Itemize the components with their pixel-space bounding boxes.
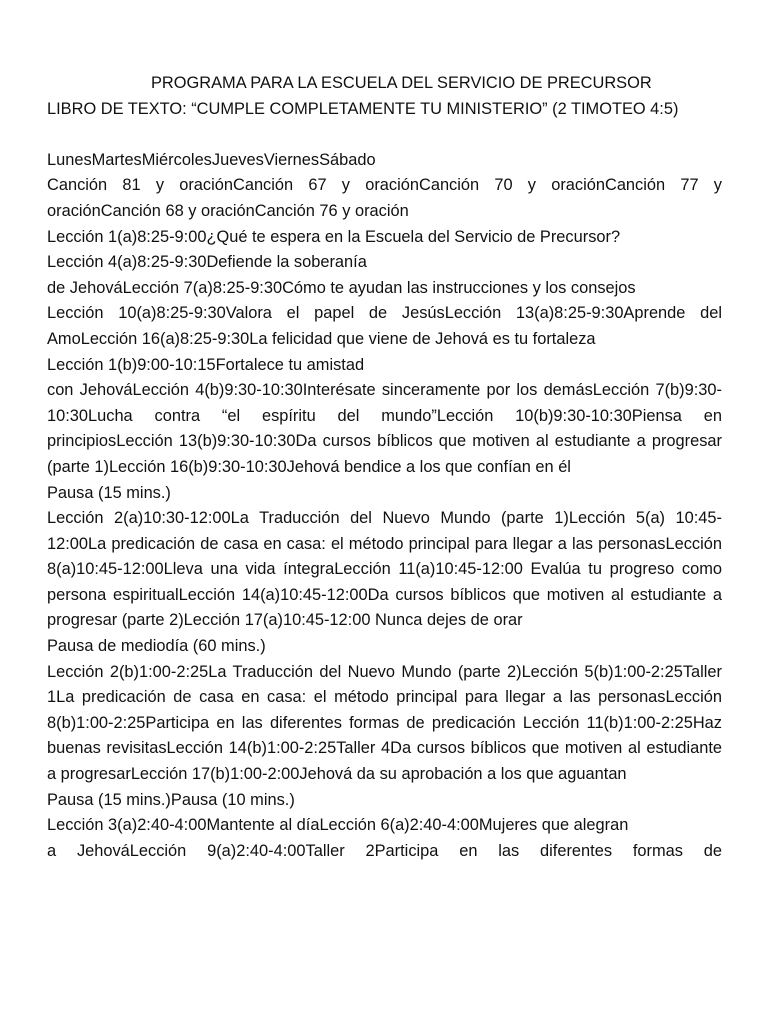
schedule-block-lesson-4a: Lección 4(a)8:25-9:30Defiende la soberanía xyxy=(47,253,367,272)
midday-break: Pausa de mediodía (60 mins.) xyxy=(47,637,266,656)
schedule-block-songs: Canción 81 y oraciónCanción 67 y oraciónCanción 70 y oraciónCanción 77 y oraciónCanción 68 y oraciónCanción 76 y oración xyxy=(47,176,722,220)
afternoon-breaks: Pausa (15 mins.)Pausa (10 mins.) xyxy=(47,790,295,809)
schedule-block-lessons-4b-16b: con JehováLección 4(b)9:30-10:30Interésate sinceramente por los demásLección 7(b)9:30-10:30Lucha contra “el espíritu del mundo”Lección 10(b)9:30-10:30Piensa en principiosLección 13(b)9:30-10:30Da cursos bíblicos que motiven al estudiante a progresar (parte 1)Lección 16(b)9:30-10:30Jehová bendice a los que confían en él xyxy=(47,381,722,476)
schedule-block-lesson-1b: Lección 1(b)9:00-10:15Fortalece tu amistad xyxy=(47,355,365,374)
document-subtitle: LIBRO DE TEXTO: “CUMPLE COMPLETAMENTE TU MINISTERIO” (2 TIMOTEO 4:5) xyxy=(47,99,679,118)
schedule-block-lessons-10a-16a: Lección 10(a)8:25-9:30Valora el papel de JesúsLección 13(a)8:25-9:30Aprende del AmoLección 16(a)8:25-9:30La felicidad que viene de Jehová es tu fortaleza xyxy=(47,304,722,348)
schedule-block-lesson-9a: a JehováLección 9(a)2:40-4:00Taller 2Participa en las diferentes formas de xyxy=(47,841,722,860)
schedule-block-lesson-7a: de JehováLección 7(a)8:25-9:30Cómo te ayudan las instrucciones y los consejos xyxy=(47,278,636,297)
break-15-mins: Pausa (15 mins.) xyxy=(47,483,171,502)
days-header: LunesMartesMiércolesJuevesViernesSábado xyxy=(47,150,376,169)
schedule-block-lessons-2a-17a: Lección 2(a)10:30-12:00La Traducción del Nuevo Mundo (parte 1)Lección 5(a) 10:45-12:00La predicación de casa en casa: el método principal para llegar a las personasLección 8(a)10:45-12:00Lleva una vida íntegraLección 11(a)10:45-12:00 Evalúa tu progreso como persona espiritualLección 14(a)10:45-12:00Da cursos bíblicos que motiven al estudiante a progresar (parte 2)Lección 17(a)10:45-12:00 Nunca dejes de orar xyxy=(47,509,722,630)
document-page xyxy=(47,71,722,864)
schedule-block-lessons-2b-17b: Lección 2(b)1:00-2:25La Traducción del Nuevo Mundo (parte 2)Lección 5(b)1:00-2:25Taller 1La predicación de casa en casa: el método principal para llegar a las personasLección 8(b)1:00-2:25Participa en las diferentes formas de predicación Lección 11(b)1:00-2:25Haz buenas revisitasLección 14(b)1:00-2:25Taller 4Da cursos bíblicos que motiven al estudiante a progresarLección 17(b)1:00-2:00Jehová da su aprobación a los que aguantan xyxy=(47,662,722,784)
document-title: PROGRAMA PARA LA ESCUELA DEL SERVICIO DE PRECURSOR xyxy=(151,74,652,92)
schedule-block-lessons-3a-6a: Lección 3(a)2:40-4:00Mantente al díaLección 6(a)2:40-4:00Mujeres que alegran xyxy=(47,816,629,835)
schedule-block-lesson-1a: Lección 1(a)8:25-9:00¿Qué te espera en la Escuela del Servicio de Precursor? xyxy=(47,227,621,246)
